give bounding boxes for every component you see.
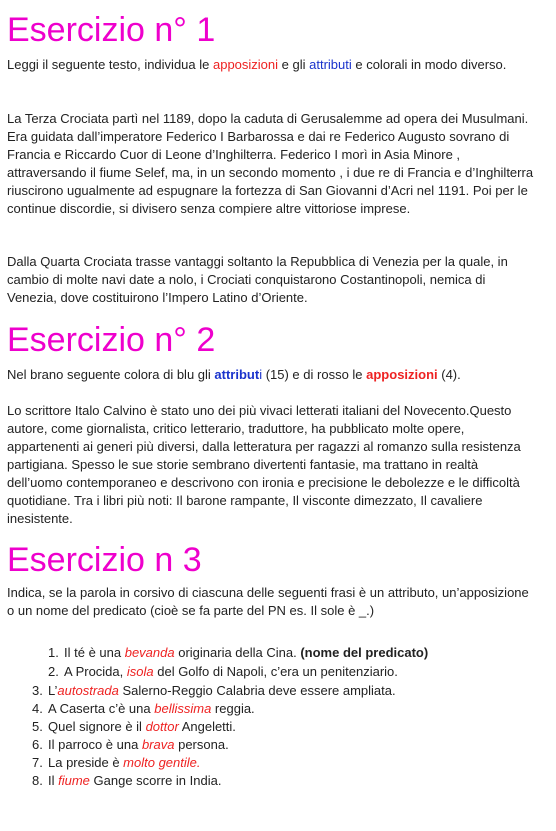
- italic-word: fiume: [58, 773, 90, 788]
- italic-word: molto gentile.: [123, 755, 201, 770]
- exercise-1-instructions: [7, 56, 537, 74]
- italic-word: autostrada: [57, 683, 119, 698]
- list-item: [32, 683, 396, 699]
- list-text: Il parroco è una: [48, 737, 142, 752]
- exercise-3-title: Esercizio n 3: [7, 541, 202, 579]
- list-item: [32, 755, 201, 771]
- exercise-3-instructions: Indica, se la parola in corsivo di ciascuna delle seguenti frasi è un attributo, un’apposizione o un nome del predicato (cioè se fa parte del PN es. Il sole è _.): [7, 585, 529, 618]
- instr-attributi: attributi: [309, 57, 352, 72]
- list-text: originaria della Cina.: [174, 645, 301, 660]
- exercise-2-paragraph: Lo scrittore Italo Calvino è stato uno dei più vivaci letterati italiani del Novecento.Questo autore, come giornalista, critico letterario, traduttore, ha pubblicato molte opere, appartenenti ai generi più diversi, dalla letteratura per ragazzi al romanzo sulla resistenza partigiana. Spesso le sue storie sembrano divertenti fantasie, ma trattano in realtà dell’uomo contemporaneo e descrivono con ironia e precisione le debolezze e le difficoltà quotidiane. Tra i libri più noti: Il barone rampante, Il visconte dimezzato, Il cavaliere inesistente.: [7, 403, 521, 526]
- instr-text: (4).: [437, 367, 461, 382]
- list-text: Quel signore è il: [48, 719, 146, 734]
- list-item: [32, 737, 229, 753]
- italic-word: dottor: [145, 719, 179, 734]
- list-number: 6.: [32, 737, 43, 752]
- list-number: 5.: [32, 719, 43, 734]
- italic-word: isola: [126, 664, 154, 679]
- list-text: A Procida,: [64, 664, 127, 679]
- list-number: 8.: [32, 773, 43, 788]
- instr-text: e gli: [278, 57, 310, 72]
- list-item: [48, 664, 398, 680]
- instr-apposizioni: apposizioni: [366, 367, 438, 382]
- instr-attributi-tail: i: [259, 367, 263, 382]
- exercise-1-title: Esercizio n° 1: [7, 11, 216, 49]
- exercise-2-instructions: [7, 366, 537, 384]
- instr-text: (15) e di rosso le: [262, 367, 367, 382]
- list-text: Angeletti.: [178, 719, 236, 734]
- italic-word: bevanda: [124, 645, 175, 660]
- list-text: persona.: [174, 737, 229, 752]
- list-item: [32, 719, 236, 735]
- list-text: Il: [48, 773, 59, 788]
- instr-text: Leggi il seguente testo, individua le: [7, 57, 213, 72]
- italic-word: bellissima: [154, 701, 212, 716]
- list-text: Gange scorre in India.: [89, 773, 222, 788]
- list-number: 4.: [32, 701, 43, 716]
- exercise-1-paragraph-1: La Terza Crociata partì nel 1189, dopo la caduta di Gerusalemme ad opera dei Musulmani. Era guidata dall’imperatore Federico I Barbarossa e dai re Federico Augusto sovrano di Francia e Riccardo Cuor di Leone d’Inghilterra. Federico I morì in Asia Minore , attraversando il fiume Selef, ma, in un secondo momento , i due re di Francia e d’Inghilterra riuscirono ugualmente ad espugnare la fortezza di San Giovanni d’Acri nel 1191. Poi per le continue discordie, si divisero senza compiere altre vittoriose imprese.: [7, 111, 534, 216]
- list-number: 3.: [32, 683, 43, 698]
- list-text: reggia.: [211, 701, 255, 716]
- list-number: 7.: [32, 755, 43, 770]
- list-text: A Caserta c’è una: [48, 701, 155, 716]
- list-text: Salerno-Reggio Calabria deve essere ampliata.: [118, 683, 396, 698]
- list-item: [32, 701, 255, 717]
- instr-apposizioni: apposizioni: [212, 57, 279, 72]
- list-number: 2.: [48, 664, 59, 679]
- list-text: L’: [48, 683, 58, 698]
- instr-text: Nel brano seguente colora di blu gli: [7, 367, 215, 382]
- instr-attributi: attribut: [214, 367, 260, 382]
- list-item: [32, 773, 221, 789]
- exercise-1-paragraph-2: Dalla Quarta Crociata trasse vantaggi soltanto la Repubblica di Venezia per la quale, in cambio di molte navi date a nolo, i Crociati conquistarono Costantinopoli, nemica di Venezia, dove costituirono l’Impero Latino d’Oriente.: [7, 254, 508, 305]
- instr-text: e colorali in modo diverso.: [351, 57, 507, 72]
- list-number: 1.: [48, 645, 59, 660]
- list-text: Il té è una: [64, 645, 125, 660]
- italic-word: brava: [141, 737, 175, 752]
- list-text: del Golfo di Napoli, c’era un penitenziario.: [153, 664, 398, 679]
- list-item: [48, 645, 428, 661]
- answer-note: (nome del predicato): [300, 645, 429, 660]
- list-text: La preside è: [48, 755, 124, 770]
- exercise-2-title: Esercizio n° 2: [7, 321, 216, 359]
